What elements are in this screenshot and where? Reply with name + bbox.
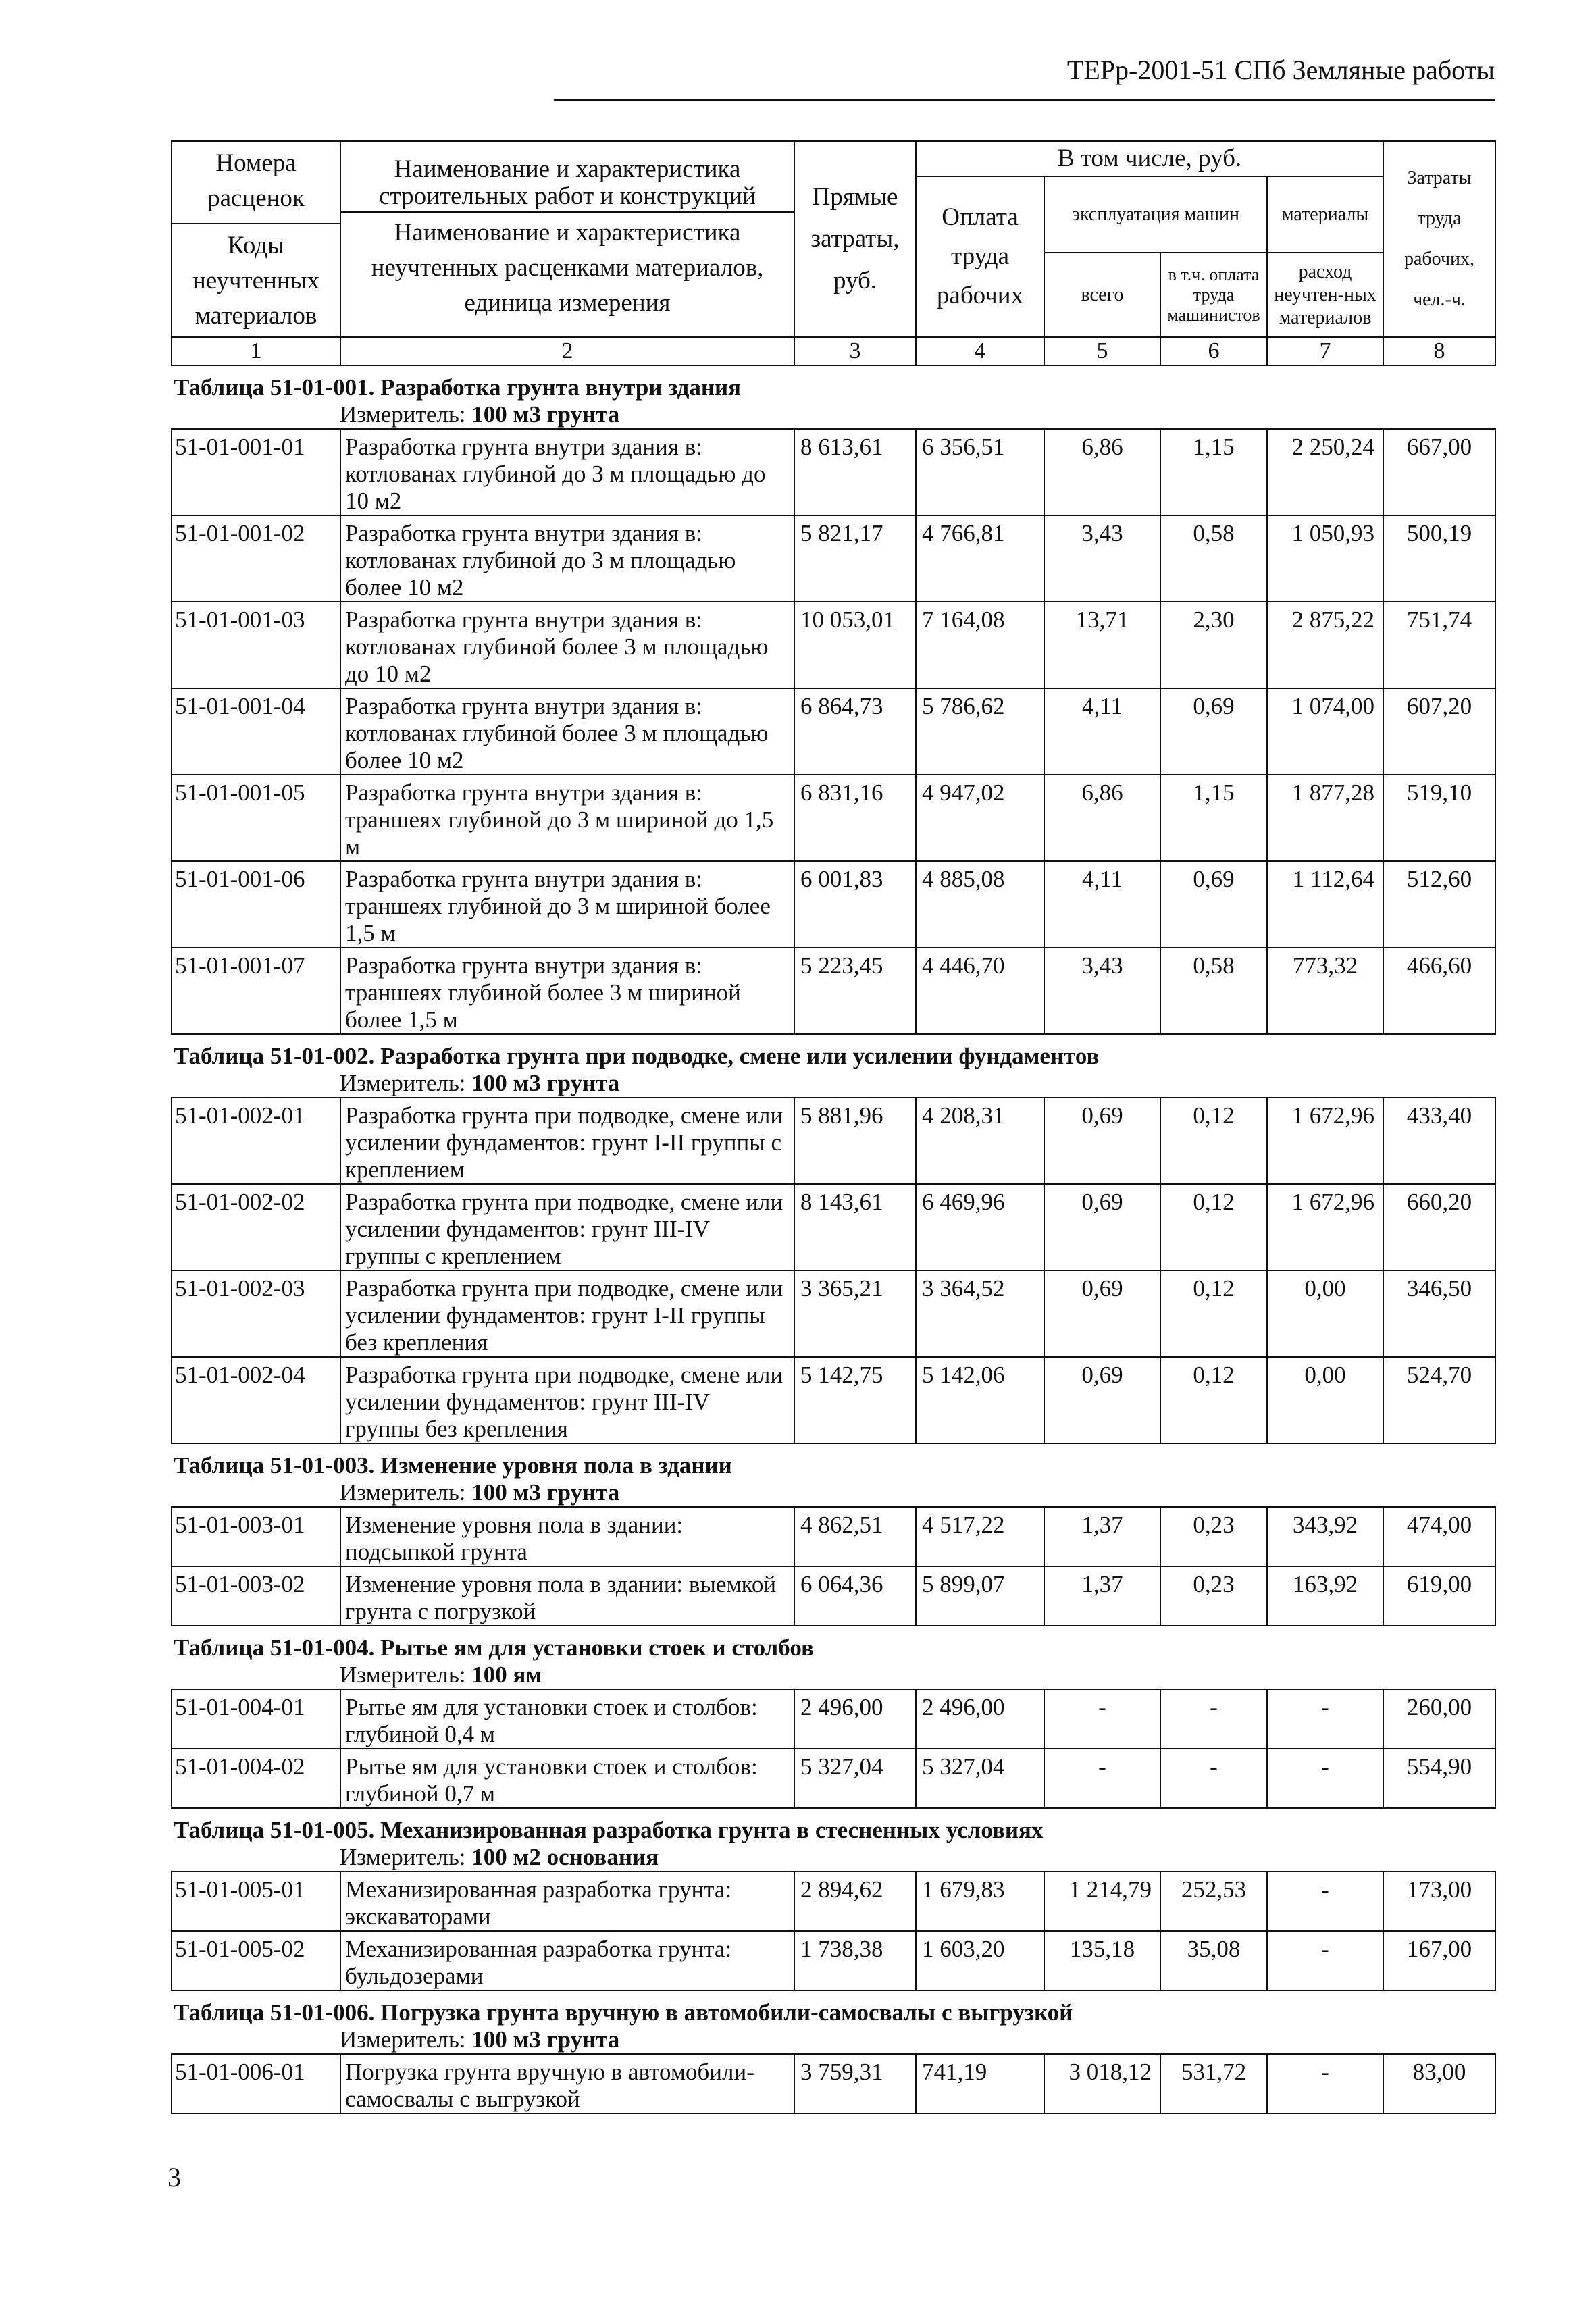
value-col-6: 0,58 bbox=[1160, 515, 1267, 602]
table-row bbox=[172, 1872, 1495, 1931]
rate-name: Механизированная разработка грунта: бульдозерами bbox=[340, 1931, 794, 1990]
rate-name: Разработка грунта при подводке, смене или усилении фундаментов: грунт I-II группы с креплением bbox=[340, 1098, 794, 1184]
value-col-5: 0,69 bbox=[1044, 1270, 1160, 1357]
table-row bbox=[172, 948, 1495, 1034]
table-title: Таблица 51-01-001. Разработка грунта внутри здания bbox=[174, 374, 742, 401]
value-col-5: 0,69 bbox=[1044, 1184, 1160, 1270]
table-row bbox=[172, 775, 1495, 861]
rate-code: 51-01-001-06 bbox=[172, 861, 340, 948]
column-number-cell: 4 bbox=[916, 337, 1044, 365]
rate-name: Изменение уровня пола в здании: выемкой грунта с погрузкой bbox=[340, 1566, 794, 1626]
value-col-6: 35,08 bbox=[1160, 1931, 1267, 1990]
value-col-5: 13,71 bbox=[1044, 602, 1160, 688]
rate-name: Разработка грунта внутри здания в: траншеях глубиной до 3 м шириной до 1,5 м bbox=[340, 775, 794, 861]
value-col-6: 0,12 bbox=[1160, 1357, 1267, 1443]
value-col-4: 4 208,31 bbox=[916, 1098, 1044, 1184]
value-col-6: 1,15 bbox=[1160, 775, 1267, 861]
value-col-8: 260,00 bbox=[1383, 1689, 1495, 1749]
table-title: Таблица 51-01-004. Рытье ям для установки стоек и столбов bbox=[174, 1635, 814, 1661]
mach-group-header: эксплуатация машин bbox=[1044, 176, 1267, 253]
value-col-8: 346,50 bbox=[1383, 1270, 1495, 1357]
measure-value: 100 м3 грунта bbox=[471, 2026, 620, 2053]
value-col-8: 667,00 bbox=[1383, 429, 1495, 515]
value-col-5: 1,37 bbox=[1044, 1566, 1160, 1626]
value-col-5: 3,43 bbox=[1044, 515, 1160, 602]
col-group-header: В том числе, руб. bbox=[916, 141, 1383, 176]
value-col-5: 1 214,79 bbox=[1044, 1872, 1160, 1931]
value-col-5: 3 018,12 bbox=[1044, 2054, 1160, 2113]
value-col-5: 6,86 bbox=[1044, 775, 1160, 861]
value-col-7: 2 875,22 bbox=[1267, 602, 1383, 688]
rate-table bbox=[171, 1689, 1496, 1809]
table-row bbox=[172, 515, 1495, 602]
col-header-6: в т.ч. оплата труда машинистов bbox=[1160, 253, 1267, 337]
col-header-4: Оплата труда рабочих bbox=[916, 176, 1044, 337]
page-number: 3 bbox=[168, 2162, 181, 2192]
col-header-8: Затраты труда рабочих, чел.-ч. bbox=[1383, 141, 1495, 337]
value-col-4: 5 899,07 bbox=[916, 1566, 1044, 1626]
table-row bbox=[172, 1507, 1495, 1566]
value-col-4: 1 603,20 bbox=[916, 1931, 1044, 1990]
value-col-3: 5 142,75 bbox=[794, 1357, 916, 1443]
price-sheet bbox=[171, 140, 1495, 2114]
value-col-3: 5 821,17 bbox=[794, 515, 916, 602]
value-col-5: 1,37 bbox=[1044, 1507, 1160, 1566]
col-header-2 bbox=[340, 141, 794, 337]
value-col-5: - bbox=[1044, 1689, 1160, 1749]
rate-code: 51-01-005-02 bbox=[172, 1931, 340, 1990]
measure-value: 100 м3 грунта bbox=[471, 1070, 620, 1096]
column-number-cell: 5 bbox=[1044, 337, 1160, 365]
value-col-8: 660,20 bbox=[1383, 1184, 1495, 1270]
value-col-8: 607,20 bbox=[1383, 688, 1495, 775]
value-col-7: - bbox=[1267, 2054, 1383, 2113]
rate-table bbox=[171, 1097, 1496, 1444]
rate-code: 51-01-005-01 bbox=[172, 1872, 340, 1931]
value-col-7: 2 250,24 bbox=[1267, 429, 1383, 515]
value-col-3: 4 862,51 bbox=[794, 1507, 916, 1566]
rate-name: Разработка грунта внутри здания в: траншеях глубиной до 3 м шириной более 1,5 м bbox=[340, 861, 794, 948]
col-header-5: всего bbox=[1044, 253, 1160, 337]
value-col-3: 2 496,00 bbox=[794, 1689, 916, 1749]
rate-name: Погрузка грунта вручную в автомобили-самосвалы с выгрузкой bbox=[340, 2054, 794, 2113]
rate-name: Разработка грунта при подводке, смене или усилении фундаментов: грунт III-IV группы без крепления bbox=[340, 1357, 794, 1443]
value-col-5: 0,69 bbox=[1044, 1098, 1160, 1184]
table-row bbox=[172, 2054, 1495, 2113]
value-col-4: 4 885,08 bbox=[916, 861, 1044, 948]
measure-label: Измеритель: bbox=[340, 1662, 472, 1688]
measure-label: Измеритель: bbox=[340, 401, 472, 428]
value-col-7: - bbox=[1267, 1749, 1383, 1808]
table-measure bbox=[171, 1479, 1495, 1506]
value-col-7: 1 112,64 bbox=[1267, 861, 1383, 948]
value-col-8: 466,60 bbox=[1383, 948, 1495, 1034]
rate-name: Разработка грунта внутри здания в: котлованах глубиной более 3 м площадью более 10 м2 bbox=[340, 688, 794, 775]
value-col-4: 6 469,96 bbox=[916, 1184, 1044, 1270]
table-row bbox=[172, 602, 1495, 688]
value-col-7: - bbox=[1267, 1689, 1383, 1749]
measure-label: Измеритель: bbox=[340, 1844, 472, 1870]
rate-code: 51-01-004-02 bbox=[172, 1749, 340, 1808]
rate-name: Разработка грунта внутри здания в: траншеях глубиной более 3 м шириной более 1,5 м bbox=[340, 948, 794, 1034]
value-col-4: 5 327,04 bbox=[916, 1749, 1044, 1808]
value-col-5: 4,11 bbox=[1044, 688, 1160, 775]
value-col-7: 1 074,00 bbox=[1267, 688, 1383, 775]
measure-value: 100 ям bbox=[471, 1662, 542, 1688]
value-col-8: 167,00 bbox=[1383, 1931, 1495, 1990]
table-title: Таблица 51-01-003. Изменение уровня пола в здании bbox=[174, 1452, 732, 1479]
value-col-3: 1 738,38 bbox=[794, 1931, 916, 1990]
table-title: Таблица 51-01-005. Механизированная разработка грунта в стесненных условиях bbox=[174, 1817, 1044, 1843]
value-col-3: 6 064,36 bbox=[794, 1566, 916, 1626]
value-col-3: 5 881,96 bbox=[794, 1098, 916, 1184]
column-number-cell: 6 bbox=[1160, 337, 1267, 365]
value-col-5: 4,11 bbox=[1044, 861, 1160, 948]
rate-code: 51-01-002-02 bbox=[172, 1184, 340, 1270]
value-col-7: 0,00 bbox=[1267, 1270, 1383, 1357]
value-col-4: 4 446,70 bbox=[916, 948, 1044, 1034]
table-row bbox=[172, 1184, 1495, 1270]
value-col-5: 135,18 bbox=[1044, 1931, 1160, 1990]
value-col-6: 0,23 bbox=[1160, 1507, 1267, 1566]
value-col-3: 5 223,45 bbox=[794, 948, 916, 1034]
measure-value: 100 м3 грунта bbox=[471, 1479, 620, 1506]
value-col-8: 433,40 bbox=[1383, 1098, 1495, 1184]
running-head: ТЕРр-2001-51 СПб Земляные работы bbox=[1066, 55, 1495, 85]
value-col-4: 4 766,81 bbox=[916, 515, 1044, 602]
rate-table bbox=[171, 428, 1496, 1035]
value-col-3: 2 894,62 bbox=[794, 1872, 916, 1931]
rate-code: 51-01-003-01 bbox=[172, 1507, 340, 1566]
value-col-7: 343,92 bbox=[1267, 1507, 1383, 1566]
table-row bbox=[172, 1098, 1495, 1184]
rate-name: Рытье ям для установки стоек и столбов: глубиной 0,4 м bbox=[340, 1689, 794, 1749]
rate-name: Механизированная разработка грунта: экскаваторами bbox=[340, 1872, 794, 1931]
value-col-7: - bbox=[1267, 1931, 1383, 1990]
table-row bbox=[172, 688, 1495, 775]
value-col-8: 554,90 bbox=[1383, 1749, 1495, 1808]
value-col-4: 4 947,02 bbox=[916, 775, 1044, 861]
rate-code: 51-01-006-01 bbox=[172, 2054, 340, 2113]
value-col-7: 0,00 bbox=[1267, 1357, 1383, 1443]
value-col-6: 531,72 bbox=[1160, 2054, 1267, 2113]
column-number-cell: 2 bbox=[340, 337, 794, 365]
rate-table bbox=[171, 1871, 1496, 1991]
value-col-3: 8 613,61 bbox=[794, 429, 916, 515]
table-title: Таблица 51-01-002. Разработка грунта при подводке, смене или усилении фундаментов bbox=[174, 1043, 1100, 1069]
rate-code: 51-01-001-04 bbox=[172, 688, 340, 775]
value-col-8: 512,60 bbox=[1383, 861, 1495, 948]
value-col-8: 524,70 bbox=[1383, 1357, 1495, 1443]
rate-code: 51-01-002-03 bbox=[172, 1270, 340, 1357]
value-col-8: 751,74 bbox=[1383, 602, 1495, 688]
rate-name: Рытье ям для установки стоек и столбов: глубиной 0,7 м bbox=[340, 1749, 794, 1808]
value-col-3: 3 365,21 bbox=[794, 1270, 916, 1357]
col-header-3: Прямые затраты, руб. bbox=[794, 141, 916, 337]
value-col-3: 3 759,31 bbox=[794, 2054, 916, 2113]
value-col-4: 5 786,62 bbox=[916, 688, 1044, 775]
col2-bottom-label: Наименование и характеристика неучтенных расценками материалов, единица измерения bbox=[341, 211, 794, 324]
table-row bbox=[172, 429, 1495, 515]
value-col-6: 2,30 bbox=[1160, 602, 1267, 688]
rate-tables bbox=[171, 374, 1495, 2114]
value-col-6: 1,15 bbox=[1160, 429, 1267, 515]
table-measure bbox=[171, 1662, 1495, 1689]
value-col-6: 0,69 bbox=[1160, 861, 1267, 948]
col1-bottom-label: Коды неучтенных материалов bbox=[172, 223, 340, 336]
measure-label: Измеритель: bbox=[340, 1070, 472, 1096]
measure-label: Измеритель: bbox=[340, 2026, 472, 2053]
table-title: Таблица 51-01-006. Погрузка грунта вручную в автомобили-самосвалы с выгрузкой bbox=[174, 1999, 1073, 2026]
value-col-4: 1 679,83 bbox=[916, 1872, 1044, 1931]
column-number-cell: 8 bbox=[1383, 337, 1495, 365]
value-col-3: 6 001,83 bbox=[794, 861, 916, 948]
value-col-8: 173,00 bbox=[1383, 1872, 1495, 1931]
table-row bbox=[172, 861, 1495, 948]
value-col-5: - bbox=[1044, 1749, 1160, 1808]
rate-code: 51-01-003-02 bbox=[172, 1566, 340, 1626]
rate-code: 51-01-001-05 bbox=[172, 775, 340, 861]
rate-name: Разработка грунта при подводке, смене или усилении фундаментов: грунт III-IV группы с креплением bbox=[340, 1184, 794, 1270]
col-header-1 bbox=[172, 141, 340, 337]
rate-table bbox=[171, 2053, 1496, 2114]
column-number-row bbox=[172, 337, 1495, 365]
table-row bbox=[172, 1749, 1495, 1808]
value-col-6: 0,12 bbox=[1160, 1270, 1267, 1357]
value-col-7: 1 672,96 bbox=[1267, 1184, 1383, 1270]
value-col-7: 1 877,28 bbox=[1267, 775, 1383, 861]
value-col-4: 7 164,08 bbox=[916, 602, 1044, 688]
measure-value: 100 м3 грунта bbox=[471, 401, 620, 428]
rate-code: 51-01-001-03 bbox=[172, 602, 340, 688]
table-measure bbox=[171, 2026, 1495, 2053]
rate-code: 51-01-001-01 bbox=[172, 429, 340, 515]
rate-table bbox=[171, 1506, 1496, 1626]
value-col-4: 5 142,06 bbox=[916, 1357, 1044, 1443]
table-measure bbox=[171, 401, 1495, 428]
value-col-6: 0,23 bbox=[1160, 1566, 1267, 1626]
column-number-cell: 3 bbox=[794, 337, 916, 365]
rate-code: 51-01-002-01 bbox=[172, 1098, 340, 1184]
value-col-7: - bbox=[1267, 1872, 1383, 1931]
value-col-7: 163,92 bbox=[1267, 1566, 1383, 1626]
column-header-table bbox=[171, 140, 1496, 366]
value-col-5: 0,69 bbox=[1044, 1357, 1160, 1443]
header-rule bbox=[554, 99, 1495, 101]
value-col-4: 741,19 bbox=[916, 2054, 1044, 2113]
value-col-8: 619,00 bbox=[1383, 1566, 1495, 1626]
value-col-7: 1 672,96 bbox=[1267, 1098, 1383, 1184]
table-row bbox=[172, 1357, 1495, 1443]
rate-name: Разработка грунта при подводке, смене или усилении фундаментов: грунт I-II группы без крепления bbox=[340, 1270, 794, 1357]
value-col-8: 83,00 bbox=[1383, 2054, 1495, 2113]
value-col-6: - bbox=[1160, 1749, 1267, 1808]
rate-name: Изменение уровня пола в здании: подсыпкой грунта bbox=[340, 1507, 794, 1566]
value-col-7: 1 050,93 bbox=[1267, 515, 1383, 602]
value-col-8: 474,00 bbox=[1383, 1507, 1495, 1566]
value-col-3: 5 327,04 bbox=[794, 1749, 916, 1808]
table-row bbox=[172, 1689, 1495, 1749]
value-col-6: 0,69 bbox=[1160, 688, 1267, 775]
value-col-4: 2 496,00 bbox=[916, 1689, 1044, 1749]
table-measure bbox=[171, 1844, 1495, 1871]
rate-code: 51-01-002-04 bbox=[172, 1357, 340, 1443]
column-number-cell: 1 bbox=[172, 337, 340, 365]
mat-group-header: материалы bbox=[1267, 176, 1383, 253]
value-col-4: 3 364,52 bbox=[916, 1270, 1044, 1357]
value-col-6: 0,12 bbox=[1160, 1098, 1267, 1184]
value-col-8: 500,19 bbox=[1383, 515, 1495, 602]
rate-name: Разработка грунта внутри здания в: котлованах глубиной до 3 м площадью более 10 м2 bbox=[340, 515, 794, 602]
rate-code: 51-01-001-07 bbox=[172, 948, 340, 1034]
value-col-4: 6 356,51 bbox=[916, 429, 1044, 515]
rate-name: Разработка грунта внутри здания в: котлованах глубиной более 3 м площадью до 10 м2 bbox=[340, 602, 794, 688]
measure-value: 100 м2 основания bbox=[471, 1844, 659, 1870]
value-col-3: 6 831,16 bbox=[794, 775, 916, 861]
value-col-6: 0,12 bbox=[1160, 1184, 1267, 1270]
value-col-3: 8 143,61 bbox=[794, 1184, 916, 1270]
rate-name: Разработка грунта внутри здания в: котлованах глубиной до 3 м площадью до 10 м2 bbox=[340, 429, 794, 515]
value-col-8: 519,10 bbox=[1383, 775, 1495, 861]
table-measure bbox=[171, 1070, 1495, 1097]
value-col-7: 773,32 bbox=[1267, 948, 1383, 1034]
table-row bbox=[172, 1566, 1495, 1626]
value-col-3: 10 053,01 bbox=[794, 602, 916, 688]
rate-code: 51-01-001-02 bbox=[172, 515, 340, 602]
column-number-cell: 7 bbox=[1267, 337, 1383, 365]
value-col-6: 252,53 bbox=[1160, 1872, 1267, 1931]
value-col-4: 4 517,22 bbox=[916, 1507, 1044, 1566]
value-col-6: 0,58 bbox=[1160, 948, 1267, 1034]
value-col-6: - bbox=[1160, 1689, 1267, 1749]
value-col-5: 3,43 bbox=[1044, 948, 1160, 1034]
col2-top-label: Наименование и характеристика строительных работ и конструкций bbox=[379, 155, 756, 210]
measure-label: Измеритель: bbox=[340, 1479, 472, 1506]
table-row bbox=[172, 1270, 1495, 1357]
col1-top-label: Номера расценок bbox=[207, 149, 305, 212]
value-col-3: 6 864,73 bbox=[794, 688, 916, 775]
col-header-7: расход неучтен-ных материалов bbox=[1267, 253, 1383, 337]
table-row bbox=[172, 1931, 1495, 1990]
rate-code: 51-01-004-01 bbox=[172, 1689, 340, 1749]
value-col-5: 6,86 bbox=[1044, 429, 1160, 515]
